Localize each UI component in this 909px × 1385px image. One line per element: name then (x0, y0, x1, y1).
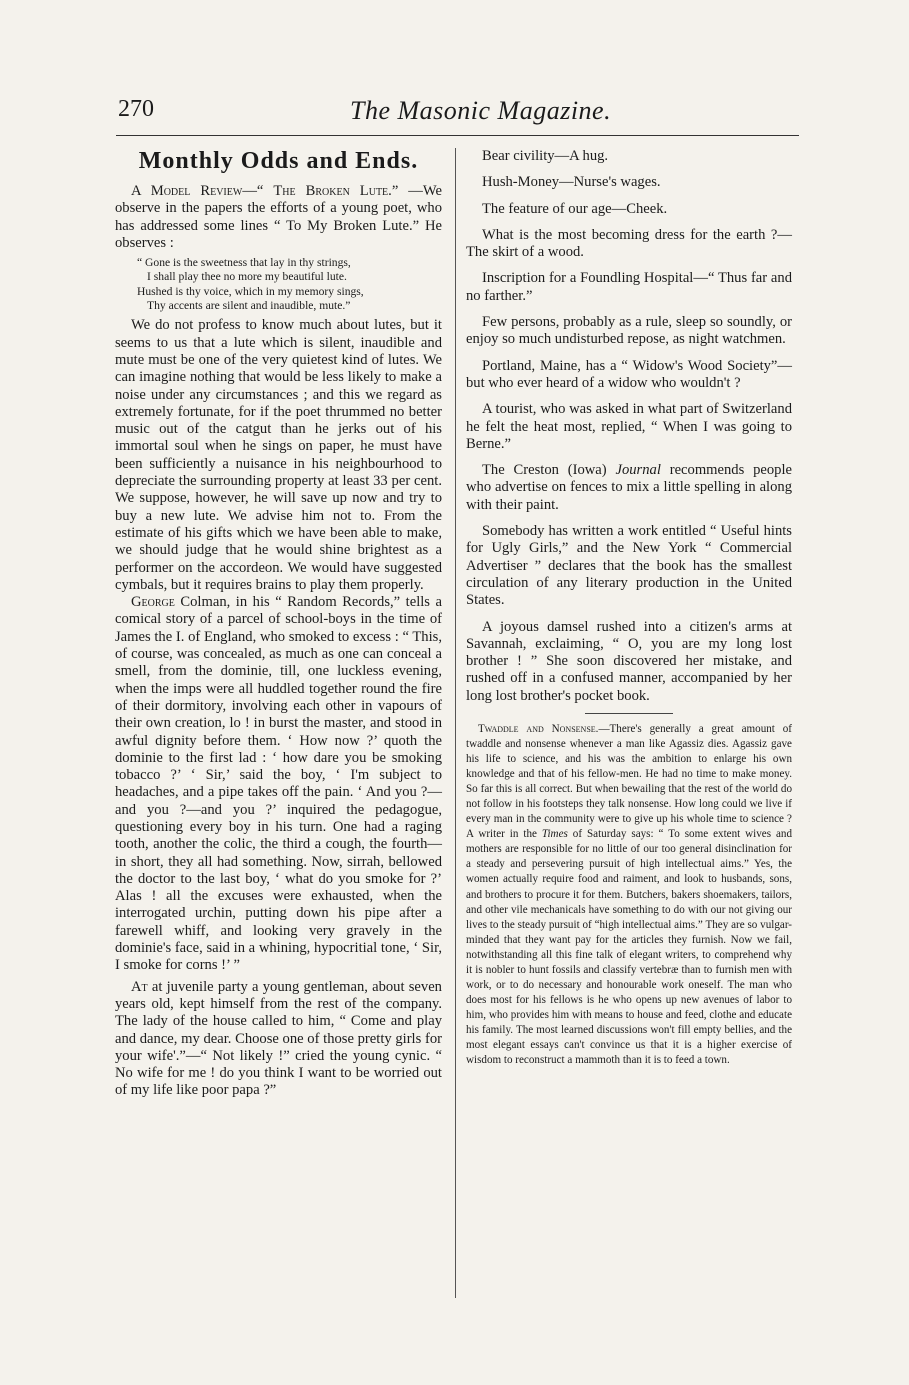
twaddle-lead: Twaddle and Nonsense. (478, 723, 599, 736)
lute-paragraph: We do not profess to know much about lutes, but it seems to us that a lute which is silent, inaudible and mute must be one of the very quietest kind of lutes. We can imagine nothing that would be less likely to make a noise under any circumstances ; and this we regard as extremely fortunate, for if the poet thrummed no better music out of the catgut than he jerks out of his immortal soul when he sings on paper, he must have been sufficiently a nuisance in his neighbourhood to depreciate the surrounding property at least 33 per cent. We suppose, however, he will save up now and try to buy a new lute. We advise him not to. From the estimate of his gifts which we have been able to make, we should judge that he would shine brightest as a performer on the accordeon. We would have suggested cymbals, but it requires brains to play them properly. (115, 317, 442, 593)
joke-item: Somebody has written a work entitled “ Useful hints for Ugly Girls,” and the New York “ Commercial Advertiser ” declares that the book has the smallest circulation of any literary production in the United States. (466, 523, 792, 609)
creston-item (466, 462, 792, 514)
page-header (118, 96, 818, 126)
page-number: 270 (118, 96, 154, 122)
joke-item: Bear civility—A hug. (482, 148, 609, 164)
creston-journal: Journal (615, 462, 661, 479)
model-review-paragraph: A Model Review—“ The Broken Lute.” —We observe in the papers the efforts of a young poet, who has addressed some lines “ To My Broken Lute.” He observes : (115, 183, 442, 251)
colman-lead: George (131, 594, 175, 611)
poem-line: Hushed is thy voice, which in my memory sings, (137, 284, 364, 298)
header-rule (116, 135, 799, 136)
joke-item: Inscription for a Foundling Hospital—“ Thus far and no farther.” (466, 270, 792, 304)
twaddle-before: —There's generally a great amount of twaddle and nonsense whenever a man like Agassiz dies. Agassiz gave his life to science, and his was the ambition to enlarge his own knowledge and that of his fellow-men. He had no time to make money. So far this is all correct. But when bewailing that the rest of the world do not follow in his footsteps they talk nonsense. How long could we live if every man in the community were to give up his whole time to science ? A writer in the (466, 723, 792, 841)
section-rule (585, 713, 673, 714)
joke-item: A joyous damsel rushed into a citizen's arms at Savannah, exclaiming, “ O, you are my long lost brother ! ” She soon discovered her mistake, and rushed off in a confused manner, accompanied by her long lost brother's pocket book. (466, 618, 792, 704)
creston-before: The Creston (Iowa) (482, 462, 607, 479)
poem-line: I shall play thee no more my beautiful lute. (147, 270, 347, 284)
model-review-lead: A Model Review (131, 183, 243, 199)
joke-item: Few persons, probably as a rule, sleep so soundly, or enjoy so much undisturbed repose, as night watchmen. (466, 314, 792, 348)
twaddle-paragraph (466, 722, 792, 1068)
left-column (115, 148, 442, 1100)
column-divider (455, 148, 456, 1298)
poem-line: “ Gone is the sweetness that lay in thy strings, (137, 256, 351, 270)
party-paragraph (115, 979, 442, 1100)
poem-line: Thy accents are silent and inaudible, mute.” (147, 299, 351, 313)
section-title: Monthly Odds and Ends. (138, 148, 419, 174)
joke-item: Hush-Money—Nurse's wages. (482, 174, 661, 191)
creston-after: recommends people who advertise on fences to mix a little spelling in along with their paint. (466, 462, 792, 513)
joke-item: Portland, Maine, has a “ Widow's Wood Society”—but who ever heard of a widow who wouldn't ? (466, 357, 792, 391)
right-column (466, 148, 792, 1068)
joke-item: The feature of our age—Cheek. (482, 200, 668, 217)
party-lead: At (131, 978, 148, 995)
party-text: at juvenile party a young gentleman, about seven years old, kept himself from the rest of the company. The lady of the house called to him, “ Come and play and dance, my dear. Choose one of those pretty girls for your wife'.”—“ Not likely !” cried the young cynic. “ No wife for me ! do you think I want to be worried out of my life like poor papa ?” (115, 978, 442, 1099)
joke-item: What is the most becoming dress for the earth ?—The skirt of a wood. (466, 226, 792, 261)
joke-item: A tourist, who was asked in what part of Switzerland he felt the heat most, replied, “ When I was going to Berne.” (466, 401, 792, 452)
model-review-text: —We observe in the papers the efforts of a young poet, who has addressed some lines “ To My Broken Lute.” He observes : (115, 183, 442, 251)
twaddle-times: Times (541, 828, 568, 841)
running-title: The Masonic Magazine. (350, 96, 612, 125)
poem-quote (137, 256, 442, 313)
colman-paragraph (115, 594, 442, 975)
colman-text: Colman, in his “ Random Records,” tells a comical story of a parcel of school-boys in the time of James the I. of England, who smoked to excess : “ This, of course, was concealed, as much as one can conceal a smell, from the dominie, till, one luckless evening, when the imps were all huddled together round the fire of their dormitory, involving each other in vapours of their own creation, lo ! in burst the master, and stood in awful dignity before them. ‘ How now ?’ quoth the dominie to the first lad : ‘ how dare you be smoking tobacco ?’ ‘ Sir,’ said the boy, ‘ I'm subject to headaches, and a pipe takes off the pain. ‘ And you ?—and you ?—and you ?’ inquired the pedagogue, questioning every boy in his turn. One had a raging tooth, another the colic, the third a cough, the fourth—in short, they all had something. Now, sirrah, bellowed the doctor to the last boy, ‘ what do you smoke for ?’ Alas ! all the excuses were exhausted, when the interrogated urchin, putting down his pipe after a farewell whiff, and looking very gravely in the dominie's face, said in a whining, hypocritial tone, ‘ Sir, I smoke for corns !’ ” (115, 594, 442, 974)
model-review-title: The Broken Lute. (273, 183, 392, 199)
twaddle-after: of Saturday says: “ To some extent wives and mothers are responsible for no little of our too general disinclination for a steady and persevering pursuit of high intellectual aims.” Yes, the women actually require food and raiment, and look to husbands, sons, and brothers to procure it for them. Butchers, bakers shoemakers, tailors, and other vile mechanicals have something to do with our not giving our lives to the steady pursuit of “high intellectual aims.” They are so vulgar-minded that they want pay for the articles they furnish. Now we fail, notwithstanding all this fine talk of elegant writers, to comprehend why it is nobler to hunt fossils and classify vertebræ than to furnish men with work, or to do necessary and honourable work oneself. The man who does most for his fellows is he who opens up new avenues of labor to him, who provides him with means to house and feed, clothe and educate his family. The most learned discussions won't fill empty bellies, and the most elegant essays can't convince us that it is a higher exercise of wisdom to reconstruct a mammoth than it is to feed a town. (466, 828, 793, 1067)
